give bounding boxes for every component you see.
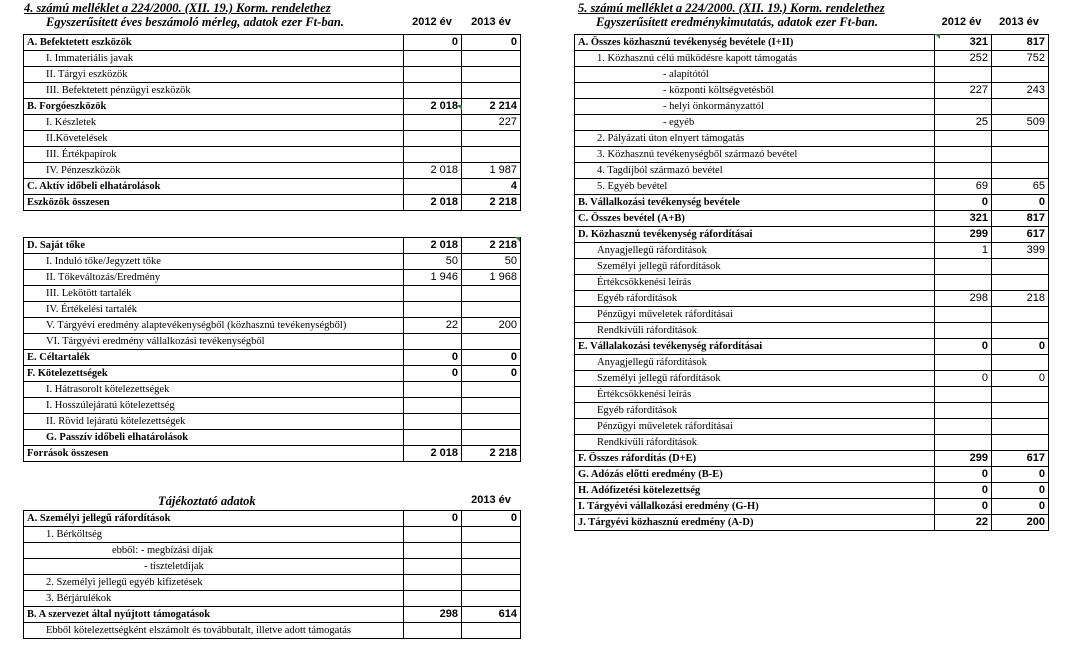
table-row [575, 147, 1049, 163]
value-2013 [462, 302, 521, 318]
value-2013: 65 [992, 179, 1049, 195]
comment-marker-icon [457, 105, 462, 110]
row-label: Rendkívüli ráfordítások [575, 323, 935, 339]
row-label: VI. Tárgyévi eredmény vállalkozási tevékenységből [24, 334, 404, 350]
table-row [24, 254, 521, 270]
value-2012 [404, 334, 462, 350]
value-2013 [462, 559, 521, 575]
value-2013 [992, 307, 1049, 323]
value-2013: 227 [462, 115, 521, 131]
table-row [24, 446, 521, 462]
value-2013: 0 [462, 35, 521, 51]
info-table [23, 510, 521, 639]
table-row [575, 211, 1049, 227]
value-2012: 1 946 [404, 270, 462, 286]
table-row [575, 371, 1049, 387]
value-2012 [935, 419, 992, 435]
row-label: 1. Közhasznú célú működésre kapott támogatás [575, 51, 935, 67]
left-col-2012: 2012 év [412, 16, 452, 28]
row-label: Források összesen [24, 446, 404, 462]
table-row [24, 334, 521, 350]
table-row [575, 515, 1049, 531]
row-label: I. Hosszúlejáratú kötelezettség [24, 398, 404, 414]
table-row [24, 607, 521, 623]
table-row [575, 131, 1049, 147]
value-2012: 2 018 [404, 195, 462, 211]
value-2012 [404, 83, 462, 99]
value-2012: 22 [404, 318, 462, 334]
value-2012 [404, 543, 462, 559]
row-label: D. Saját tőke [24, 238, 404, 254]
value-2013: 2 214 [462, 99, 521, 115]
value-2013 [992, 131, 1049, 147]
info-title: Tájékoztató adatok [158, 494, 256, 508]
value-2012 [404, 67, 462, 83]
value-2013 [992, 435, 1049, 451]
row-label: B. Vállalkozási tevékenység bevétele [575, 195, 935, 211]
value-2013 [462, 286, 521, 302]
value-2013 [462, 147, 521, 163]
value-2012 [404, 430, 462, 446]
row-label: D. Közhasznú tevékenység ráfordításai [575, 227, 935, 243]
row-label: IV. Értékelési tartalék [24, 302, 404, 318]
table-row [575, 83, 1049, 99]
value-2012: 0 [935, 483, 992, 499]
table-row [24, 147, 521, 163]
left-col-2013: 2013 év [471, 16, 511, 28]
row-label: 2. Személyi jellegű egyéb kifizetések [24, 575, 404, 591]
value-2013 [462, 430, 521, 446]
table-row [24, 99, 521, 115]
row-label: III. Értékpapírok [24, 147, 404, 163]
value-2012: 69 [935, 179, 992, 195]
table-row [24, 302, 521, 318]
value-2012 [404, 398, 462, 414]
table-row [24, 414, 521, 430]
table-row [575, 227, 1049, 243]
value-2012: 321 [935, 211, 992, 227]
row-label: 3. Közhasznú tevékenységből származó bevétel [575, 147, 935, 163]
value-2012: 0 [935, 195, 992, 211]
value-2013 [462, 591, 521, 607]
value-2012: 298 [935, 291, 992, 307]
row-label: - alapítótól [575, 67, 935, 83]
row-label: III. Befektetett pénzügyi eszközök [24, 83, 404, 99]
value-2013: 1 968 [462, 270, 521, 286]
value-2013 [462, 398, 521, 414]
value-2012 [404, 575, 462, 591]
row-label: Pénzügyi műveletek ráfordításai [575, 307, 935, 323]
value-2013: 0 [992, 499, 1049, 515]
value-2013: 0 [462, 350, 521, 366]
table-row [24, 366, 521, 382]
right-col-2012: 2012 év [941, 16, 982, 28]
table-row [24, 350, 521, 366]
table-row [575, 115, 1049, 131]
value-2012: 2 018 [404, 99, 462, 115]
value-2012 [935, 259, 992, 275]
table-row [575, 483, 1049, 499]
table-row [24, 131, 521, 147]
value-2013 [462, 623, 521, 639]
right-title-block [578, 1, 885, 29]
table-row [24, 398, 521, 414]
value-2012: 2 018 [404, 163, 462, 179]
table-row [24, 511, 521, 527]
row-label: - tiszteletdíjak [24, 559, 404, 575]
table-row [575, 403, 1049, 419]
row-label: Rendkívüli ráfordítások [575, 435, 935, 451]
value-2013: 2 218 [462, 238, 521, 254]
value-2013: 0 [992, 467, 1049, 483]
row-label: I. Tárgyévi vállalkozási eredmény (G-H) [575, 499, 935, 515]
value-2012 [404, 623, 462, 639]
row-label: Személyi jellegű ráfordítások [575, 259, 935, 275]
table-row [575, 51, 1049, 67]
value-2012 [935, 323, 992, 339]
row-label: IV. Pénzeszközök [24, 163, 404, 179]
value-2013: 2 218 [462, 195, 521, 211]
row-label: 3. Bérjárulékok [24, 591, 404, 607]
value-2012 [404, 527, 462, 543]
right-title: 5. számú melléklet a 224/2000. (XII. 19.) Korm. rendelethez [578, 1, 885, 15]
table-row [575, 499, 1049, 515]
row-label: C. Aktív időbeli elhatárolások [24, 179, 404, 195]
right-col-2013: 2013 év [999, 16, 1039, 28]
row-label: - központi költségvetésből [575, 83, 935, 99]
value-2013: 614 [462, 607, 521, 623]
value-2012: 299 [935, 227, 992, 243]
liabilities-table [23, 237, 521, 462]
row-label: 5. Egyéb bevétel [575, 179, 935, 195]
value-2012 [935, 163, 992, 179]
assets-table [23, 34, 521, 211]
value-2013 [462, 51, 521, 67]
row-label: A. Összes közhasznú tevékenység bevétele (I+II) [575, 35, 935, 51]
row-label: H. Adófizetési kötelezettség [575, 483, 935, 499]
table-row [24, 163, 521, 179]
table-row [575, 259, 1049, 275]
row-label: 1. Bérköltség [24, 527, 404, 543]
value-2012 [404, 286, 462, 302]
row-label: Egyéb ráfordítások [575, 291, 935, 307]
row-label: II. Tárgyi eszközök [24, 67, 404, 83]
row-label: I. Induló tőke/Jegyzett tőke [24, 254, 404, 270]
value-2012 [404, 147, 462, 163]
row-label: B. A szervezet által nyújtott támogatások [24, 607, 404, 623]
row-label: G. Passzív időbeli elhatárolások [24, 430, 404, 446]
table-row [575, 339, 1049, 355]
table-row [575, 163, 1049, 179]
row-label: 4. Tagdíjból származó bevétel [575, 163, 935, 179]
left-subtitle: Egyszerűsített éves beszámoló mérleg, adatok ezer Ft-ban. [46, 15, 344, 29]
row-label: V. Tárgyévi eredmény alaptevékenységből (közhasznú tevékenységből) [24, 318, 404, 334]
row-label: A. Befektetett eszközök [24, 35, 404, 51]
row-label: III. Lekötött tartalék [24, 286, 404, 302]
table-row [24, 83, 521, 99]
row-label: B. Forgóeszközök [24, 99, 404, 115]
value-2013: 617 [992, 451, 1049, 467]
value-2012 [404, 115, 462, 131]
value-2013 [462, 382, 521, 398]
value-2012: 0 [404, 511, 462, 527]
row-label: II. Tőkeváltozás/Eredmény [24, 270, 404, 286]
table-row [24, 623, 521, 639]
value-2012: 0 [935, 339, 992, 355]
value-2013: 243 [992, 83, 1049, 99]
value-2012 [404, 414, 462, 430]
value-2013 [992, 323, 1049, 339]
table-row [24, 527, 521, 543]
value-2012 [404, 559, 462, 575]
value-2012 [935, 67, 992, 83]
row-label: - helyi önkormányzattól [575, 99, 935, 115]
table-row [24, 543, 521, 559]
value-2013 [992, 419, 1049, 435]
value-2013: 817 [992, 211, 1049, 227]
value-2013: 2 218 [462, 446, 521, 462]
value-2013: 1 987 [462, 163, 521, 179]
table-row [575, 355, 1049, 371]
value-2012: 2 018 [404, 446, 462, 462]
row-label: - egyéb [575, 115, 935, 131]
value-2012 [935, 435, 992, 451]
value-2012: 25 [935, 115, 992, 131]
right-subtitle: Egyszerűsített eredménykimutatás, adatok ezer Ft-ban. [596, 15, 878, 29]
row-label: E. Céltartalék [24, 350, 404, 366]
row-label: I. Immateriális javak [24, 51, 404, 67]
row-label: F. Összes ráfordítás (D+E) [575, 451, 935, 467]
value-2013: 200 [992, 515, 1049, 531]
table-row [575, 435, 1049, 451]
value-2013: 0 [462, 366, 521, 382]
row-label: I. Készletek [24, 115, 404, 131]
value-2012: 0 [935, 371, 992, 387]
value-2012: 252 [935, 51, 992, 67]
table-row [24, 195, 521, 211]
value-2013 [992, 163, 1049, 179]
value-2013: 200 [462, 318, 521, 334]
value-2012: 321 [935, 35, 992, 51]
table-row [24, 430, 521, 446]
value-2013: 0 [462, 511, 521, 527]
row-label: II. Rövid lejáratú kötelezettségek [24, 414, 404, 430]
value-2012: 0 [404, 350, 462, 366]
table-row [575, 307, 1049, 323]
value-2012 [935, 387, 992, 403]
value-2013: 0 [992, 339, 1049, 355]
value-2013: 509 [992, 115, 1049, 131]
value-2012: 0 [404, 366, 462, 382]
value-2013 [992, 275, 1049, 291]
table-row [24, 286, 521, 302]
table-row [24, 591, 521, 607]
income-statement-table [574, 34, 1049, 531]
value-2013 [992, 387, 1049, 403]
table-row [575, 243, 1049, 259]
value-2013 [462, 334, 521, 350]
value-2012: 1 [935, 243, 992, 259]
table-row [24, 179, 521, 195]
row-label: C. Összes bevétel (A+B) [575, 211, 935, 227]
info-col-2013: 2013 év [471, 494, 511, 506]
row-label: II.Követelések [24, 131, 404, 147]
table-row [575, 323, 1049, 339]
left-title-block [24, 1, 344, 29]
value-2012 [935, 275, 992, 291]
value-2012 [935, 355, 992, 371]
value-2013: 218 [992, 291, 1049, 307]
table-row [575, 67, 1049, 83]
value-2012 [404, 302, 462, 318]
value-2012 [935, 307, 992, 323]
value-2012: 298 [404, 607, 462, 623]
row-label: ebből: - megbízási díjak [24, 543, 404, 559]
table-row [575, 387, 1049, 403]
row-label: Anyagjellegű ráfordítások [575, 243, 935, 259]
value-2013 [992, 147, 1049, 163]
value-2012 [935, 99, 992, 115]
value-2013: 4 [462, 179, 521, 195]
value-2012: 0 [935, 467, 992, 483]
value-2012: 0 [935, 499, 992, 515]
row-label: Pénzügyi műveletek ráfordításai [575, 419, 935, 435]
value-2012 [935, 131, 992, 147]
value-2013 [462, 543, 521, 559]
table-row [575, 275, 1049, 291]
row-label: Személyi jellegű ráfordítások [575, 371, 935, 387]
value-2012 [404, 591, 462, 607]
value-2012: 22 [935, 515, 992, 531]
table-row [24, 35, 521, 51]
value-2013: 0 [992, 195, 1049, 211]
value-2012 [404, 51, 462, 67]
value-2012: 2 018 [404, 238, 462, 254]
value-2013 [462, 414, 521, 430]
table-row [24, 67, 521, 83]
value-2013 [462, 575, 521, 591]
value-2012 [404, 382, 462, 398]
value-2013 [992, 99, 1049, 115]
row-label: G. Adózás előtti eredmény (B-E) [575, 467, 935, 483]
value-2013 [462, 131, 521, 147]
table-row [24, 238, 521, 254]
table-row [575, 451, 1049, 467]
value-2013: 0 [992, 483, 1049, 499]
value-2013 [992, 355, 1049, 371]
table-row [24, 382, 521, 398]
left-title: 4. számú melléklet a 224/2000. (XII. 19.) Korm. rendelethez [24, 1, 331, 15]
comment-marker-icon [515, 237, 520, 242]
value-2013: 399 [992, 243, 1049, 259]
table-row [24, 575, 521, 591]
table-row [575, 179, 1049, 195]
value-2012 [404, 179, 462, 195]
value-2013 [462, 67, 521, 83]
row-label: Egyéb ráfordítások [575, 403, 935, 419]
value-2013 [992, 259, 1049, 275]
value-2013: 0 [992, 371, 1049, 387]
value-2012: 50 [404, 254, 462, 270]
row-label: J. Tárgyévi közhasznú eredmény (A-D) [575, 515, 935, 531]
value-2013: 752 [992, 51, 1049, 67]
table-row [575, 291, 1049, 307]
value-2013 [992, 67, 1049, 83]
value-2012 [935, 403, 992, 419]
table-row [24, 115, 521, 131]
table-row [24, 559, 521, 575]
table-row [24, 318, 521, 334]
comment-marker-icon [935, 34, 940, 39]
value-2013: 50 [462, 254, 521, 270]
value-2012: 0 [404, 35, 462, 51]
value-2012: 227 [935, 83, 992, 99]
row-label: Értékcsökkenési leírás [575, 387, 935, 403]
value-2012: 299 [935, 451, 992, 467]
value-2012 [935, 147, 992, 163]
row-label: I. Hátrasorolt kötelezettségek [24, 382, 404, 398]
row-label: Eszközök összesen [24, 195, 404, 211]
table-row [575, 419, 1049, 435]
table-row [575, 467, 1049, 483]
table-row [575, 35, 1049, 51]
row-label: A. Személyi jellegű ráfordítások [24, 511, 404, 527]
value-2013 [462, 527, 521, 543]
row-label: Anyagjellegű ráfordítások [575, 355, 935, 371]
value-2013: 617 [992, 227, 1049, 243]
table-row [24, 270, 521, 286]
row-label: E. Vállalakozási tevékenység ráfordításai [575, 339, 935, 355]
value-2013 [462, 83, 521, 99]
table-row [575, 99, 1049, 115]
row-label: 2. Pályázati úton elnyert támogatás [575, 131, 935, 147]
value-2013 [992, 403, 1049, 419]
row-label: Értékcsökkenési leírás [575, 275, 935, 291]
table-row [24, 51, 521, 67]
value-2013: 817 [992, 35, 1049, 51]
table-row [575, 195, 1049, 211]
value-2012 [404, 131, 462, 147]
row-label: F. Kötelezettségek [24, 366, 404, 382]
row-label: Ebből kötelezettségként elszámolt és továbbutalt, illetve adott támogatás [24, 623, 404, 639]
